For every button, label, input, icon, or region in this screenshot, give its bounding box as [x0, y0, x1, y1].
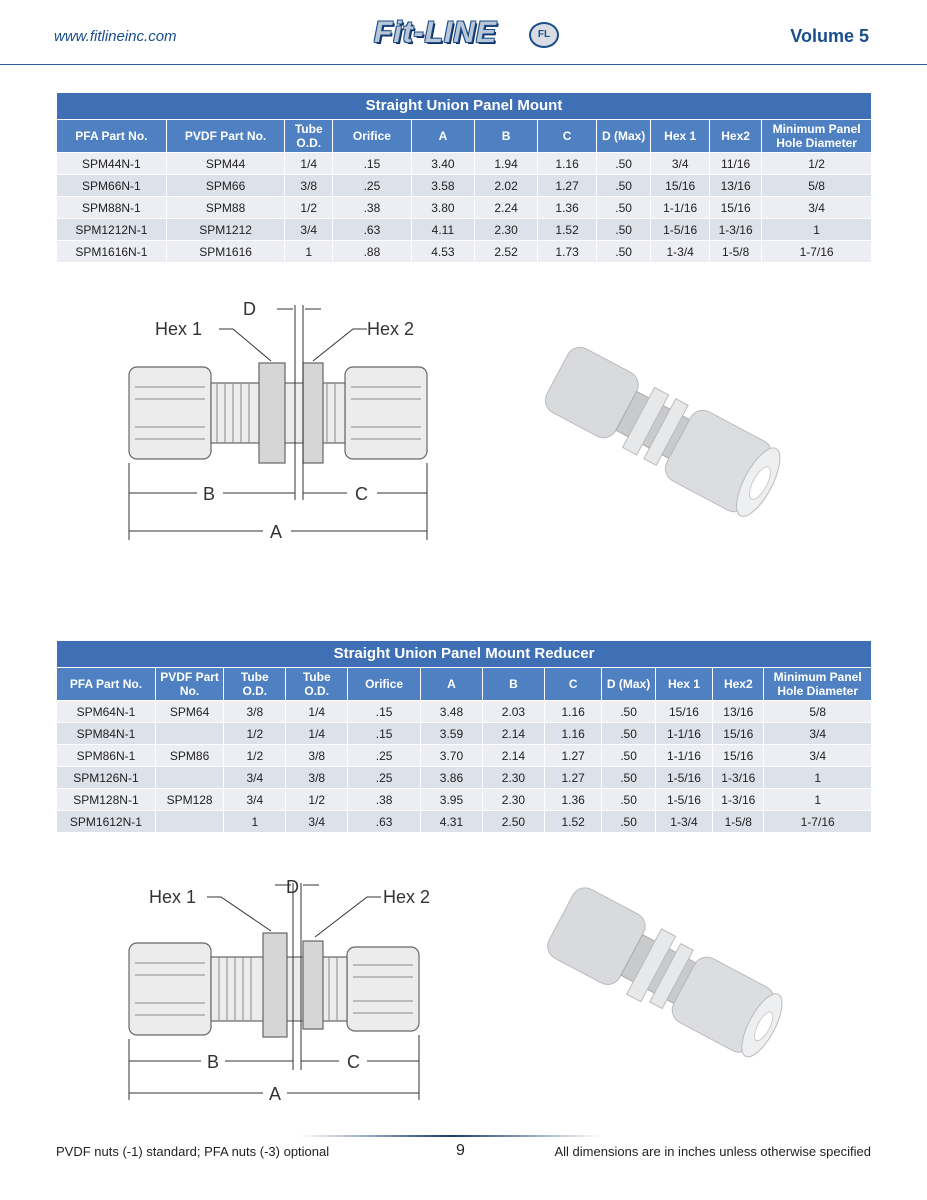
table-cell: 15/16: [651, 175, 710, 197]
table-cell: 1/4: [285, 153, 333, 175]
table-row: [57, 767, 872, 789]
column-header: PVDF Part No.: [155, 668, 223, 701]
column-header: C: [538, 120, 597, 153]
table-cell: 1-3/4: [655, 811, 713, 833]
table-cell: 1-5/16: [651, 219, 710, 241]
table-cell: .50: [596, 241, 650, 263]
table-cell: SPM1212N-1: [57, 219, 167, 241]
d-label: D: [286, 877, 299, 897]
hex2-label: Hex 2: [383, 887, 431, 907]
table-header-row: [57, 668, 872, 701]
table-cell: .15: [348, 701, 421, 723]
table-cell: 2.02: [475, 175, 538, 197]
column-header: Tube O.D.: [286, 668, 348, 701]
table-cell: 3/4: [764, 745, 872, 767]
table-cell: 1-1/16: [655, 723, 713, 745]
table-cell: .63: [333, 219, 412, 241]
fitline-logo: [374, 16, 564, 52]
table-cell: .38: [348, 789, 421, 811]
table-cell: 2.30: [482, 767, 544, 789]
column-header: D (Max): [596, 120, 650, 153]
table-cell: 4.11: [411, 219, 474, 241]
table-cell: 15/16: [710, 197, 762, 219]
column-header: Hex 1: [655, 668, 713, 701]
table-cell: 1.52: [544, 811, 602, 833]
table-cell: 2.14: [482, 723, 544, 745]
table-row: [57, 219, 872, 241]
table-row: [57, 745, 872, 767]
column-header: A: [411, 120, 474, 153]
column-header: Hex2: [710, 120, 762, 153]
table-cell: 5/8: [762, 175, 872, 197]
table-cell: 2.50: [482, 811, 544, 833]
table-cell: 3.95: [421, 789, 483, 811]
table-cell: 13/16: [713, 701, 764, 723]
table-cell: 1-1/16: [655, 745, 713, 767]
table-cell: 1.36: [538, 197, 597, 219]
c-label: C: [347, 1052, 360, 1072]
column-header: Tube O.D.: [285, 120, 333, 153]
table-cell: [155, 767, 223, 789]
footer-divider: [300, 1135, 600, 1137]
column-header: PVDF Part No.: [166, 120, 285, 153]
table-cell: 1.94: [475, 153, 538, 175]
table-cell: 1-7/16: [764, 811, 872, 833]
table-cell: SPM44: [166, 153, 285, 175]
table-cell: 1.27: [538, 175, 597, 197]
table-title: Straight Union Panel Mount Reducer: [57, 641, 872, 668]
table-cell: .50: [602, 745, 655, 767]
table-cell: 3.80: [411, 197, 474, 219]
table-cell: 1/2: [285, 197, 333, 219]
table-row: [57, 723, 872, 745]
table-cell: 1.27: [544, 767, 602, 789]
table-cell: 15/16: [655, 701, 713, 723]
table-cell: .25: [333, 175, 412, 197]
table-cell: 1.73: [538, 241, 597, 263]
fitting-photo: [505, 330, 795, 560]
table-cell: 2.30: [482, 789, 544, 811]
volume-label: Volume 5: [790, 26, 869, 46]
table-cell: 2.24: [475, 197, 538, 219]
table-cell: 2.03: [482, 701, 544, 723]
b-label: B: [207, 1052, 220, 1072]
table-cell: 1.36: [544, 789, 602, 811]
table-cell: SPM128: [155, 789, 223, 811]
table-cell: 3/8: [286, 767, 348, 789]
table-cell: 13/16: [710, 175, 762, 197]
table-cell: .15: [333, 153, 412, 175]
table-cell: 1/4: [286, 723, 348, 745]
reducer-fitting-photo: [510, 875, 800, 1105]
table-cell: 1-5/8: [713, 811, 764, 833]
table-cell: SPM128N-1: [57, 789, 156, 811]
table-cell: 1-5/16: [655, 789, 713, 811]
table-cell: 1: [285, 241, 333, 263]
d-label: D: [243, 299, 256, 319]
table-cell: .15: [348, 723, 421, 745]
table-cell: SPM86: [155, 745, 223, 767]
table-cell: 1: [762, 219, 872, 241]
table-cell: 1-3/16: [710, 219, 762, 241]
table-cell: .50: [596, 197, 650, 219]
table-cell: 3.48: [421, 701, 483, 723]
table-cell: 1-5/16: [655, 767, 713, 789]
table-cell: 3/4: [285, 219, 333, 241]
hex2-label: Hex 2: [367, 319, 415, 339]
column-header: Hex 1: [651, 120, 710, 153]
table-cell: .50: [602, 723, 655, 745]
table-cell: 3.86: [421, 767, 483, 789]
table-cell: [155, 723, 223, 745]
page-number: 9: [456, 1142, 465, 1159]
table-cell: 2.30: [475, 219, 538, 241]
column-header: Hex2: [713, 668, 764, 701]
table-cell: SPM1612N-1: [57, 811, 156, 833]
table-cell: 1.27: [544, 745, 602, 767]
table-cell: .50: [602, 789, 655, 811]
table-cell: 1.16: [544, 701, 602, 723]
table-cell: 3/8: [286, 745, 348, 767]
hex1-label: Hex 1: [155, 319, 203, 339]
table-header-row: [57, 120, 872, 153]
table-cell: 1-3/16: [713, 767, 764, 789]
table-cell: 3.58: [411, 175, 474, 197]
table-cell: SPM1616: [166, 241, 285, 263]
table-cell: 1-3/16: [713, 789, 764, 811]
table-cell: .50: [596, 219, 650, 241]
hex1-label: Hex 1: [149, 887, 197, 907]
table-cell: 1-1/16: [651, 197, 710, 219]
table-cell: 5/8: [764, 701, 872, 723]
table-cell: .50: [602, 767, 655, 789]
table-row: [57, 197, 872, 219]
reducer-dimension-diagram: [115, 875, 455, 1105]
table-cell: 1.52: [538, 219, 597, 241]
table-cell: 1.16: [538, 153, 597, 175]
table-cell: .88: [333, 241, 412, 263]
table-cell: .50: [602, 811, 655, 833]
column-header: Tube O.D.: [224, 668, 286, 701]
column-header: Orifice: [333, 120, 412, 153]
table-cell: 3/4: [224, 789, 286, 811]
a-label: A: [270, 522, 283, 542]
table-cell: .25: [348, 745, 421, 767]
table-cell: 3.59: [421, 723, 483, 745]
table-cell: 15/16: [713, 723, 764, 745]
panel-mount-dimension-diagram: [115, 295, 455, 545]
table-cell: 1/2: [762, 153, 872, 175]
a-label: A: [269, 1084, 282, 1104]
table-cell: 1: [764, 789, 872, 811]
table-cell: 1: [764, 767, 872, 789]
column-header: Minimum Panel Hole Diameter: [762, 120, 872, 153]
table-cell: SPM66N-1: [57, 175, 167, 197]
table-cell: SPM66: [166, 175, 285, 197]
table-cell: 3.40: [411, 153, 474, 175]
footer-dimensions-note: All dimensions are in inches unless otherwise specified: [554, 1144, 871, 1159]
table-cell: 1/4: [286, 701, 348, 723]
table-cell: 3/4: [286, 811, 348, 833]
column-header: B: [482, 668, 544, 701]
c-label: C: [355, 484, 368, 504]
logo-badge-icon: FL: [529, 22, 559, 48]
b-label: B: [203, 484, 216, 504]
table-cell: 2.14: [482, 745, 544, 767]
table-cell: 3/8: [224, 701, 286, 723]
column-header: A: [421, 668, 483, 701]
table-row: [57, 153, 872, 175]
column-header: PFA Part No.: [57, 668, 156, 701]
table-row: [57, 811, 872, 833]
header-divider: [0, 64, 927, 65]
column-header: Minimum Panel Hole Diameter: [764, 668, 872, 701]
table-cell: 1/2: [224, 723, 286, 745]
column-header: PFA Part No.: [57, 120, 167, 153]
table-cell: 1/2: [286, 789, 348, 811]
footer-note: PVDF nuts (-1) standard; PFA nuts (-3) optional: [56, 1144, 330, 1159]
table-cell: 1-5/8: [710, 241, 762, 263]
table-cell: 3/4: [224, 767, 286, 789]
table-cell: 2.52: [475, 241, 538, 263]
table-cell: SPM64N-1: [57, 701, 156, 723]
table-cell: 4.31: [421, 811, 483, 833]
table-row: [57, 789, 872, 811]
table-cell: SPM64: [155, 701, 223, 723]
table-cell: 3/4: [764, 723, 872, 745]
table-cell: 11/16: [710, 153, 762, 175]
column-header: Orifice: [348, 668, 421, 701]
table-cell: SPM1616N-1: [57, 241, 167, 263]
table-cell: SPM88N-1: [57, 197, 167, 219]
table-cell: .63: [348, 811, 421, 833]
table-row: [57, 241, 872, 263]
table-cell: SPM1212: [166, 219, 285, 241]
table-cell: 15/16: [713, 745, 764, 767]
table-cell: 1-7/16: [762, 241, 872, 263]
table-cell: .50: [596, 153, 650, 175]
table-cell: .25: [348, 767, 421, 789]
table-cell: 3/4: [762, 197, 872, 219]
table-row: [57, 701, 872, 723]
table-cell: [155, 811, 223, 833]
table-cell: SPM126N-1: [57, 767, 156, 789]
table-cell: .50: [602, 701, 655, 723]
straight-union-panel-mount-reducer-table: [56, 640, 872, 833]
table-cell: .38: [333, 197, 412, 219]
column-header: D (Max): [602, 668, 655, 701]
column-header: B: [475, 120, 538, 153]
table-cell: .50: [596, 175, 650, 197]
table-cell: 1-3/4: [651, 241, 710, 263]
column-header: C: [544, 668, 602, 701]
table-cell: 3/4: [651, 153, 710, 175]
table-cell: SPM88: [166, 197, 285, 219]
table-cell: SPM84N-1: [57, 723, 156, 745]
table-cell: 1/2: [224, 745, 286, 767]
table-cell: 3.70: [421, 745, 483, 767]
table-cell: 3/8: [285, 175, 333, 197]
table-cell: 4.53: [411, 241, 474, 263]
table-cell: SPM44N-1: [57, 153, 167, 175]
table-cell: SPM86N-1: [57, 745, 156, 767]
site-url[interactable]: www.fitlineinc.com: [54, 28, 177, 45]
table-cell: 1.16: [544, 723, 602, 745]
logo-text: Fit-LINE: [374, 16, 497, 49]
table-cell: 1: [224, 811, 286, 833]
table-title: Straight Union Panel Mount: [57, 93, 872, 120]
straight-union-panel-mount-table: [56, 92, 872, 263]
table-row: [57, 175, 872, 197]
